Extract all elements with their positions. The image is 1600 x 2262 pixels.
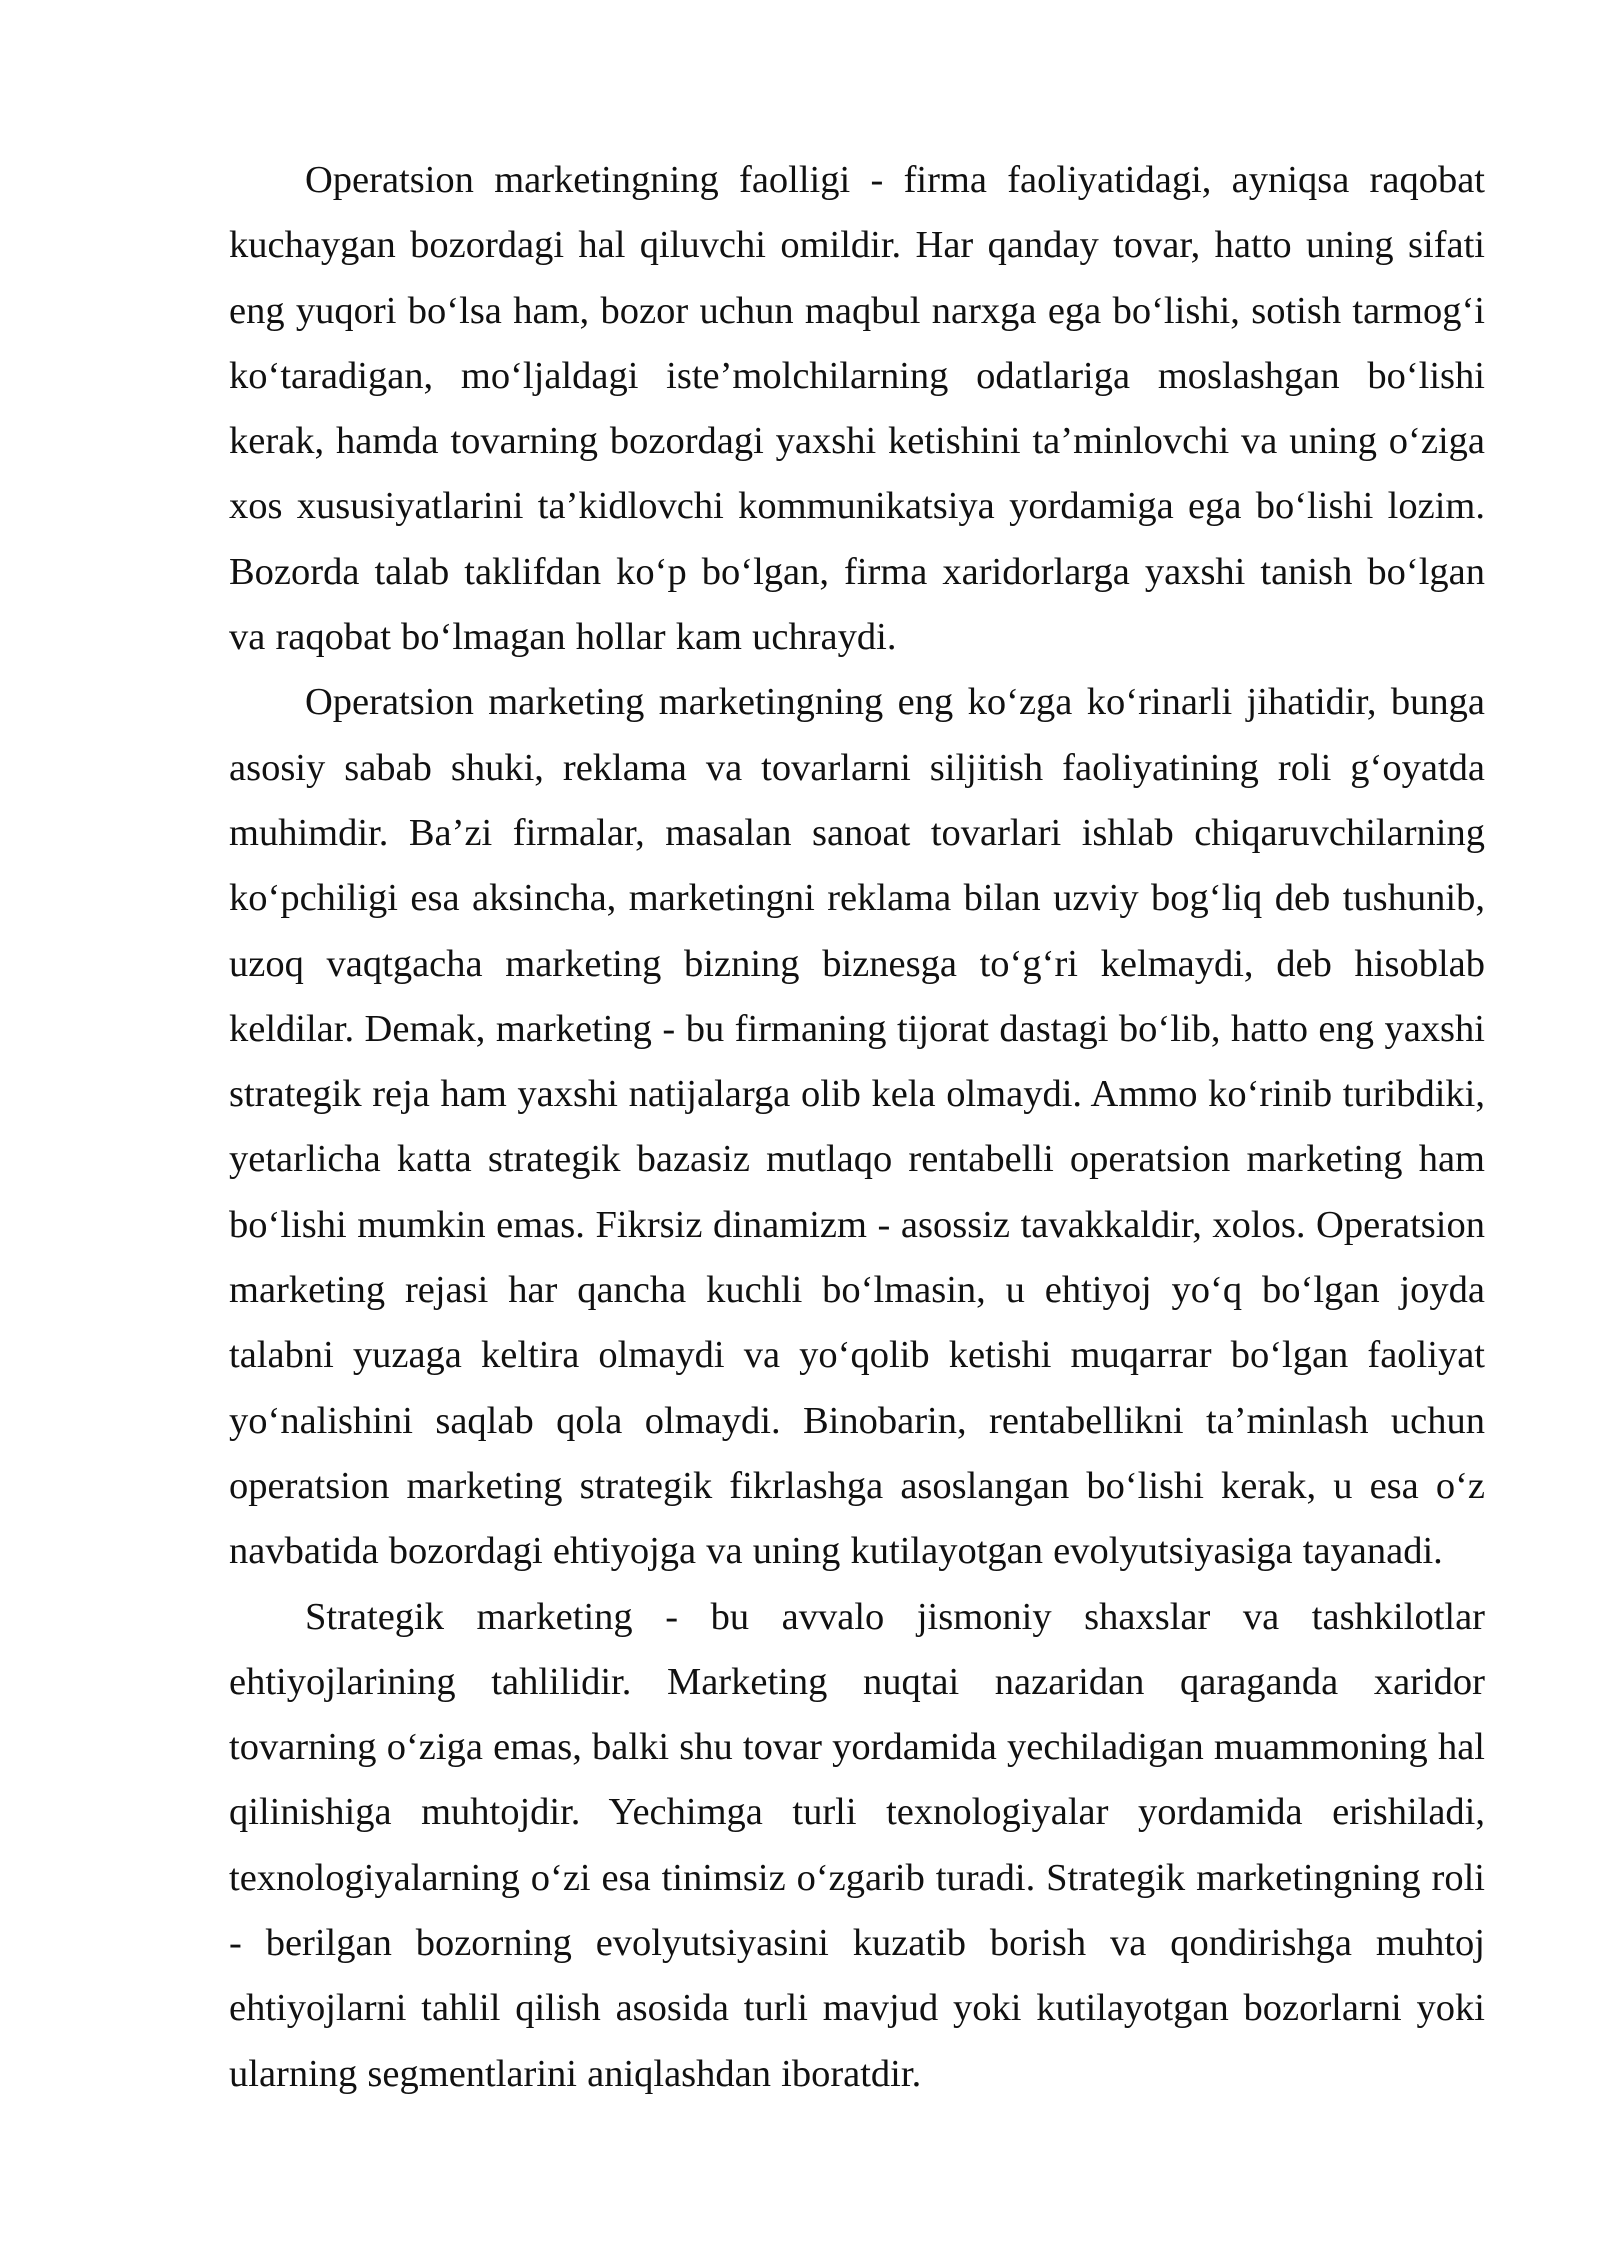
document-body xyxy=(229,148,1485,2107)
paragraph-operational-marketing-visibility: Operatsion marketing marketingning eng ko‘zga ko‘rinarli jihatidir, bunga asosiy sabab shuki, reklama va tovarlarni siljitish faoliyatining roli g‘oyatda muhimdir. Ba’zi firmalar, masalan sanoat tovarlari ishlab chiqaruvchilarning ko‘pchiligi esa aksincha, marketingni reklama bilan uzviy bog‘liq deb tushunib, uzoq vaqtgacha marketing bizning biznesga to‘g‘ri kelmaydi, deb hisoblab keldilar. Demak, marketing - bu firmaning tijorat dastagi bo‘lib, hatto eng yaxshi strategik reja ham yaxshi natijalarga olib kela olmaydi. Ammo ko‘rinib turibdiki, yetarlicha katta strategik bazasiz mutlaqo rentabelli operatsion marketing ham bo‘lishi mumkin emas. Fikrsiz dinamizm - asossiz tavakkaldir, xolos. Operatsion marketing rejasi har qancha kuchli bo‘lmasin, u ehtiyoj yo‘q bo‘lgan joyda talabni yuzaga keltira olmaydi va yo‘qolib ketishi muqarrar bo‘lgan faoliyat yo‘nalishini saqlab qola olmaydi. Binobarin, rentabellikni ta’minlash uchun operatsion marketing strategik fikrlashga asoslangan bo‘lishi kerak, u esa o‘z navbatida bozordagi ehtiyojga va uning kutilayotgan evolyutsiyasiga tayanadi. xyxy=(229,681,1485,1573)
paragraph-operational-marketing-activity: Operatsion marketingning faolligi - firma faoliyatidagi, ayniqsa raqobat kuchaygan bozordagi hal qiluvchi omildir. Har qanday tovar, hatto uning sifati eng yuqori bo‘lsa ham, bozor uchun maqbul narxga ega bo‘lishi, sotish tarmog‘i ko‘taradigan, mo‘ljaldagi iste’molchilarning odatlariga moslashgan bo‘lishi kerak, hamda tovarning bozordagi yaxshi ketishini ta’minlovchi va uning o‘ziga xos xususiyatlarini ta’kidlovchi kommunikatsiya yordamiga ega bo‘lishi lozim. Bozorda talab taklifdan ko‘p bo‘lgan, firma xaridorlarga yaxshi tanish bo‘lgan va raqobat bo‘lmagan hollar kam uchraydi. xyxy=(229,159,1485,659)
paragraph-strategic-marketing: Strategik marketing - bu avvalo jismoniy shaxslar va tashkilotlar ehtiyojlarining tahlilidir. Marketing nuqtai nazaridan qaraganda xaridor tovarning o‘ziga emas, balki shu tovar yordamida yechiladigan muammoning hal qilinishiga muhtojdir. Yechimga turli texnologiyalar yordamida erishiladi, texnologiyalarning o‘zi esa tinimsiz o‘zgarib turadi. Strategik marketingning roli - berilgan bozorning evolyutsiyasini kuzatib borish va qondirishga muhtoj ehtiyojlarni tahlil qilish asosida turli mavjud yoki kutilayotgan bozorlarni yoki ularning segmentlarini aniqlashdan iboratdir. xyxy=(229,1595,1485,2095)
